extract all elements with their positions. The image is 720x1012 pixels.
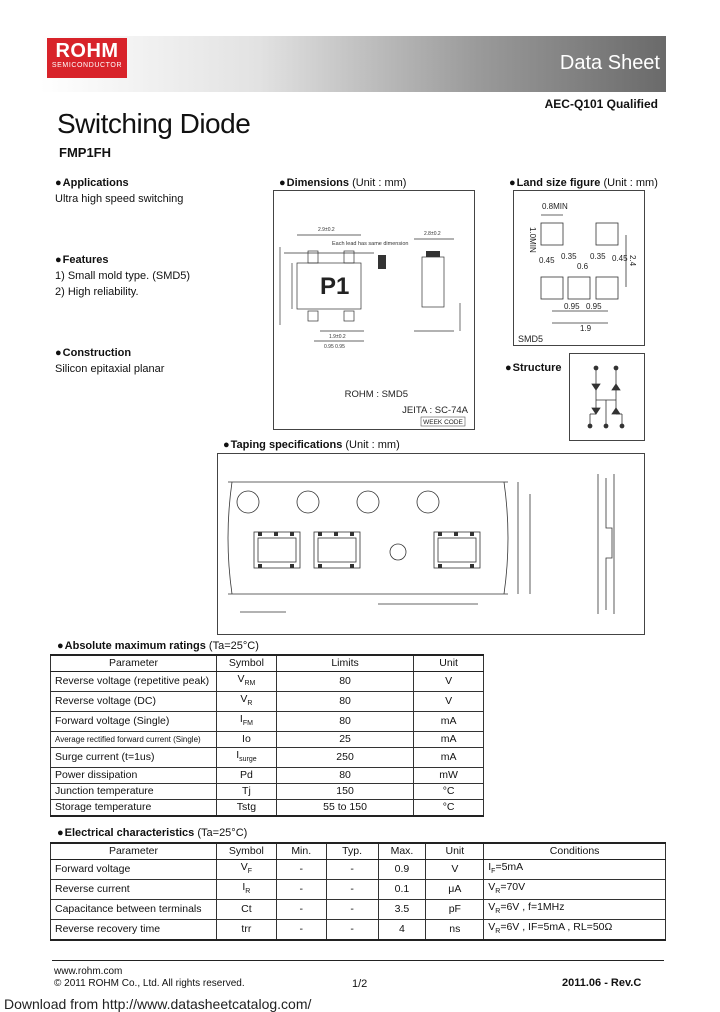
jeita-package: JEITA : SC-74A <box>402 405 468 416</box>
column-header: Parameter <box>51 655 217 672</box>
min-cell: - <box>276 920 326 941</box>
symbol-text: I <box>239 713 243 726</box>
typ-cell: - <box>326 880 378 900</box>
footer-copyright: © 2011 ROHM Co., Ltd. All rights reserved. <box>54 978 245 989</box>
parameter-cell: Storage temperature <box>51 800 217 817</box>
abs-max-body <box>51 672 484 817</box>
table-row <box>51 900 666 920</box>
land-label: 0.35 <box>590 252 606 261</box>
symbol-cell <box>216 672 276 692</box>
condition-value: =5mA <box>495 861 524 873</box>
land-label: 0.8MIN <box>542 202 568 211</box>
construction-heading: ●Construction <box>55 347 132 359</box>
unit-cell: mA <box>414 748 484 768</box>
construction-text: Silicon epitaxial planar <box>55 363 165 375</box>
unit-cell: V <box>414 692 484 712</box>
structure-heading: ●Structure <box>505 362 562 374</box>
conditions-cell <box>484 920 666 941</box>
symbol-subscript: surge <box>239 756 257 764</box>
part-number: FMP1FH <box>59 145 111 160</box>
applications-heading: ●Applications <box>55 177 129 189</box>
symbol-subscript: FM <box>242 720 253 728</box>
symbol-subscript: RM <box>244 680 256 688</box>
feature-item: 1) Small mold type. (SMD5) <box>55 270 191 282</box>
land-label: 0.35 <box>561 252 577 261</box>
max-cell: 4 <box>378 920 426 941</box>
doc-type-label: Data Sheet <box>559 52 660 74</box>
column-header: Unit <box>426 843 484 860</box>
table-row <box>51 712 484 732</box>
column-header: Max. <box>378 843 426 860</box>
dimension-note: Each lead has same dimension <box>332 241 409 247</box>
taping-drawing <box>217 453 645 635</box>
condition-value: =6V , f=1MHz <box>500 901 565 914</box>
parameter-cell: Capacitance between terminals <box>51 900 217 920</box>
land-size-heading: ●Land size figure (Unit : mm) <box>509 177 658 189</box>
land-label: 0.45 <box>612 254 628 263</box>
parameter-cell: Reverse voltage (repetitive peak) <box>51 672 217 692</box>
limit-cell: 80 <box>276 768 413 784</box>
logo-sub-text: SEMICONDUCTOR <box>51 62 123 69</box>
symbol-text: I <box>236 749 240 762</box>
symbol-cell <box>216 784 276 800</box>
land-svg <box>514 191 644 345</box>
electrical-table <box>50 842 666 941</box>
symbol-subscript: F <box>247 868 253 876</box>
dimensions-svg <box>274 191 474 429</box>
table-header-row <box>51 843 666 860</box>
symbol-subscript: R <box>247 700 253 708</box>
symbol-cell <box>216 732 276 748</box>
min-cell: - <box>276 880 326 900</box>
page-title: Switching Diode <box>57 108 251 139</box>
symbol-cell <box>216 800 276 817</box>
parameter-cell: Junction temperature <box>51 784 217 800</box>
parameter-cell: Forward voltage <box>51 860 217 880</box>
typ-cell: - <box>326 920 378 941</box>
feature-item: 2) High reliability. <box>55 286 139 298</box>
symbol-cell <box>216 880 276 900</box>
parameter-cell: Surge current (t=1us) <box>51 748 217 768</box>
unit-cell: mA <box>414 732 484 748</box>
table-row <box>51 768 484 784</box>
table-row <box>51 784 484 800</box>
symbol-cell <box>216 860 276 880</box>
week-code: WEEK CODE <box>423 419 463 426</box>
table-header-row <box>51 655 484 672</box>
marking-text: P1 <box>320 273 350 300</box>
symbol-text: Pd <box>239 769 253 782</box>
table-row <box>51 748 484 768</box>
symbol-subscript: R <box>245 888 251 896</box>
table-row <box>51 692 484 712</box>
condition-subscript: F <box>491 868 496 876</box>
land-label: 1.0MIN <box>528 227 537 253</box>
taping-heading: ●Taping specifications (Unit : mm) <box>223 439 400 451</box>
parameter-cell: Reverse voltage (DC) <box>51 692 217 712</box>
footer-url: www.rohm.com <box>54 966 123 977</box>
column-header: Symbol <box>216 655 276 672</box>
conditions-cell <box>484 880 666 900</box>
max-cell: 0.9 <box>378 860 426 880</box>
condition-value: =6V , IF=5mA , RL=50Ω <box>500 921 613 934</box>
max-cell: 0.1 <box>378 880 426 900</box>
unit-cell: mA <box>414 712 484 732</box>
table-row <box>51 920 666 941</box>
condition-subscript: R <box>495 888 501 896</box>
max-cell: 3.5 <box>378 900 426 920</box>
condition-symbol: V <box>488 881 496 894</box>
min-cell: - <box>276 900 326 920</box>
table-row <box>51 860 666 880</box>
land-size-drawing <box>513 190 645 346</box>
taping-svg <box>218 454 644 634</box>
condition-value: =70V <box>500 881 526 894</box>
svg-text:0.95 0.95: 0.95 0.95 <box>324 344 345 350</box>
column-header: Parameter <box>51 843 217 860</box>
symbol-cell <box>216 920 276 941</box>
revision-label: 2011.06 - Rev.C <box>562 977 642 989</box>
dimensions-drawing <box>273 190 475 430</box>
structure-drawing <box>569 353 645 441</box>
symbol-cell <box>216 768 276 784</box>
page-number: 1/2 <box>352 978 368 990</box>
symbol-cell <box>216 692 276 712</box>
land-label: 0.95 <box>564 302 580 311</box>
unit-cell: °C <box>414 784 484 800</box>
rohm-package: ROHM : SMD5 <box>344 389 408 400</box>
symbol-text: Ct <box>241 903 252 916</box>
column-header: Unit <box>414 655 484 672</box>
land-label: 0.95 <box>586 302 602 311</box>
parameter-cell: Forward voltage (Single) <box>51 712 217 732</box>
symbol-text: V <box>240 861 248 873</box>
column-header: Conditions <box>484 843 666 860</box>
symbol-text: Tstg <box>236 801 257 814</box>
table-row <box>51 880 666 900</box>
unit-cell: pF <box>426 900 484 920</box>
land-label: 0.6 <box>577 262 589 271</box>
land-label: 0.45 <box>539 256 555 265</box>
symbol-cell <box>216 712 276 732</box>
limit-cell: 25 <box>276 732 413 748</box>
column-header: Typ. <box>326 843 378 860</box>
qualification-label: AEC-Q101 Qualified <box>544 97 658 111</box>
limit-cell: 250 <box>276 748 413 768</box>
unit-cell: V <box>426 860 484 880</box>
svg-text:2.9±0.2: 2.9±0.2 <box>318 227 335 233</box>
applications-text: Ultra high speed switching <box>55 193 184 205</box>
typ-cell: - <box>326 860 378 880</box>
unit-cell: °C <box>414 800 484 817</box>
land-label: 2.4 <box>628 255 637 267</box>
symbol-text: V <box>240 693 248 706</box>
parameter-cell: Reverse recovery time <box>51 920 217 941</box>
land-label: 1.9 <box>580 324 592 333</box>
symbol-text: Io <box>242 733 251 746</box>
typ-cell: - <box>326 900 378 920</box>
unit-cell: μA <box>426 880 484 900</box>
dimensions-heading: ●Dimensions (Unit : mm) <box>279 177 407 189</box>
condition-symbol: V <box>488 921 496 934</box>
unit-cell: ns <box>426 920 484 941</box>
table-row <box>51 732 484 748</box>
footer-divider <box>52 960 664 961</box>
symbol-text: Tj <box>242 785 251 798</box>
land-package-label: SMD5 <box>518 334 544 344</box>
download-watermark[interactable]: Download from http://www.datasheetcatalog.com/ <box>4 996 312 1012</box>
min-cell: - <box>276 860 326 880</box>
symbol-text: V <box>237 673 245 685</box>
conditions-cell <box>484 860 666 880</box>
limit-cell: 80 <box>276 692 413 712</box>
symbol-cell <box>216 900 276 920</box>
parameter-cell: Power dissipation <box>51 768 217 784</box>
features-list <box>55 268 190 300</box>
condition-subscript: R <box>495 928 501 936</box>
table-row <box>51 800 484 817</box>
table-row <box>51 672 484 692</box>
conditions-cell <box>484 900 666 920</box>
column-header: Symbol <box>216 843 276 860</box>
abs-max-heading: ●Absolute maximum ratings (Ta=25°C) <box>57 640 259 652</box>
abs-max-table <box>50 654 484 817</box>
svg-text:1.9±0.2: 1.9±0.2 <box>329 334 346 340</box>
parameter-cell: Average rectified forward current (Single) <box>51 732 217 748</box>
logo-main-text: ROHM <box>55 40 119 62</box>
rohm-logo <box>47 38 127 78</box>
column-header: Min. <box>276 843 326 860</box>
unit-cell: mW <box>414 768 484 784</box>
column-header: Limits <box>276 655 413 672</box>
symbol-text: I <box>242 881 246 894</box>
parameter-cell: Reverse current <box>51 880 217 900</box>
limit-cell: 80 <box>276 672 413 692</box>
structure-svg <box>570 354 644 440</box>
limit-cell: 80 <box>276 712 413 732</box>
symbol-cell <box>216 748 276 768</box>
condition-symbol: I <box>488 861 492 873</box>
symbol-text: trr <box>241 923 252 936</box>
features-heading: ●Features <box>55 254 109 266</box>
limit-cell: 150 <box>276 784 413 800</box>
limit-cell: 55 to 150 <box>276 800 413 817</box>
condition-symbol: V <box>488 901 496 914</box>
electrical-heading: ●Electrical characteristics (Ta=25°C) <box>57 827 248 839</box>
unit-cell: V <box>414 672 484 692</box>
condition-subscript: R <box>495 908 501 916</box>
svg-text:2.8±0.2: 2.8±0.2 <box>424 231 441 237</box>
electrical-body <box>51 860 666 941</box>
